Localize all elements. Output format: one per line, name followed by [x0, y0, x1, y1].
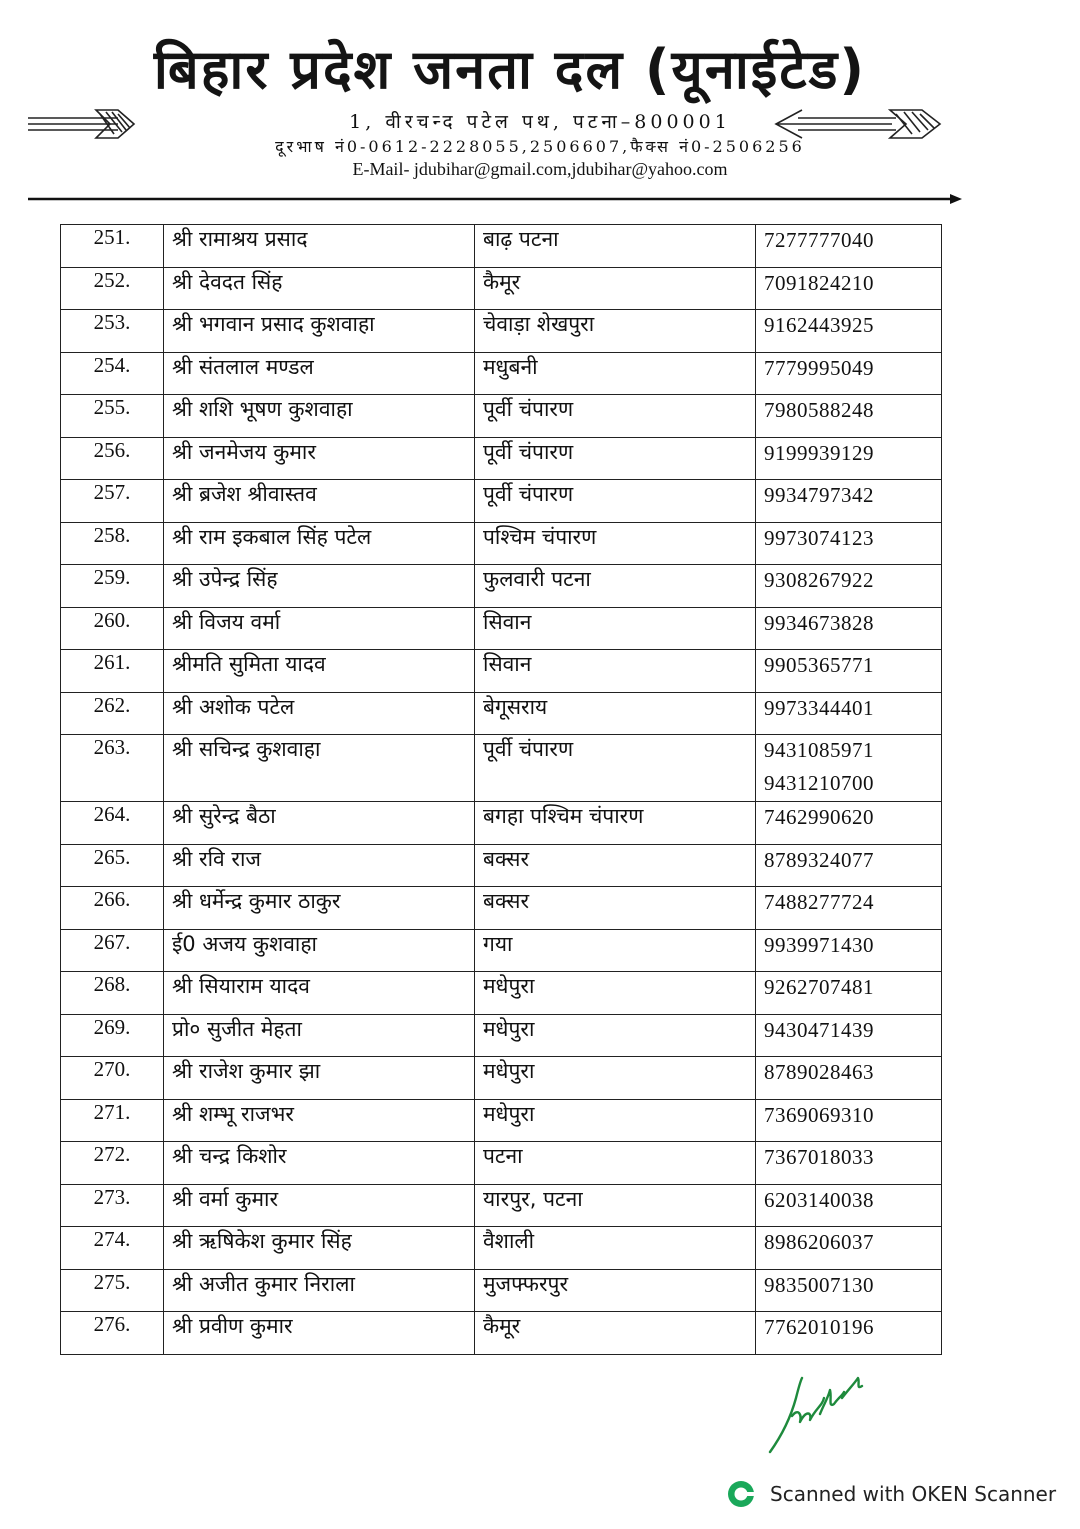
- member-name-cell: श्री विजय वर्मा: [164, 607, 475, 650]
- member-name-cell: श्री रामाश्रय प्रसाद: [164, 225, 475, 268]
- member-name-cell: श्री चन्द्र किशोर: [164, 1142, 475, 1185]
- mobile-number-cell: [756, 437, 942, 480]
- table-row: [61, 1227, 942, 1270]
- table-row: [61, 1142, 942, 1185]
- scanner-watermark: [726, 1478, 1056, 1510]
- mobile-number: 9431210700: [764, 771, 874, 795]
- serial-number-cell: 255.: [61, 395, 164, 438]
- mobile-number: 7367018033: [764, 1145, 874, 1169]
- mobile-number: 7091824210: [764, 270, 874, 295]
- serial-number-cell: 271.: [61, 1099, 164, 1142]
- serial-number-cell: 251.: [61, 225, 164, 268]
- member-name-cell: श्री सुरेन्द्र बैठा: [164, 802, 475, 845]
- table-row: [61, 1269, 942, 1312]
- table-row: [61, 887, 942, 930]
- member-name-cell: श्री जनमेजय कुमार: [164, 437, 475, 480]
- mobile-number-cell: [756, 395, 942, 438]
- serial-number-cell: 257.: [61, 480, 164, 523]
- table-row: [61, 352, 942, 395]
- serial-number-cell: 275.: [61, 1269, 164, 1312]
- table-row: [61, 1312, 942, 1355]
- member-name-cell: श्रीमति सुमिता यादव: [164, 650, 475, 693]
- member-name-cell: श्री अशोक पटेल: [164, 692, 475, 735]
- member-name-cell: श्री देवदत सिंह: [164, 267, 475, 310]
- table-row: [61, 267, 942, 310]
- serial-number-cell: 252.: [61, 267, 164, 310]
- mobile-number-cell: [756, 972, 942, 1015]
- serial-number-cell: 256.: [61, 437, 164, 480]
- mobile-number-cell: [756, 310, 942, 353]
- district-cell: पूर्वी चंपारण: [475, 395, 756, 438]
- table-row: [61, 1014, 942, 1057]
- member-name-cell: श्री प्रवीण कुमार: [164, 1312, 475, 1355]
- mobile-number: 9905365771: [764, 653, 874, 677]
- member-name-cell: श्री भगवान प्रसाद कुशवाहा: [164, 310, 475, 353]
- member-name-cell: श्री सियाराम यादव: [164, 972, 475, 1015]
- member-name-cell: श्री राजेश कुमार झा: [164, 1057, 475, 1100]
- table-row: [61, 844, 942, 887]
- district-cell: पूर्वी चंपारण: [475, 735, 756, 802]
- mobile-number-cell: [756, 802, 942, 845]
- mobile-number-cell: [756, 225, 942, 268]
- mobile-number: 9308267922: [764, 568, 874, 592]
- table-row: [61, 310, 942, 353]
- mobile-number: 7488277724: [764, 890, 874, 914]
- mobile-number-cell: [756, 267, 942, 310]
- handwritten-signature: [762, 1368, 872, 1458]
- serial-number-cell: 258.: [61, 522, 164, 565]
- serial-number-cell: 273.: [61, 1184, 164, 1227]
- serial-number-cell: 274.: [61, 1227, 164, 1270]
- serial-number-cell: 261.: [61, 650, 164, 693]
- table-row: [61, 607, 942, 650]
- district-cell: पूर्वी चंपारण: [475, 437, 756, 480]
- member-name-cell: श्री संतलाल मण्डल: [164, 352, 475, 395]
- district-cell: मधेपुरा: [475, 972, 756, 1015]
- serial-number-cell: 260.: [61, 607, 164, 650]
- member-name-cell: श्री शशि भूषण कुशवाहा: [164, 395, 475, 438]
- district-cell: वैशाली: [475, 1227, 756, 1270]
- member-name-cell: श्री धर्मेन्द्र कुमार ठाकुर: [164, 887, 475, 930]
- mobile-number-cell: [756, 844, 942, 887]
- mobile-number-cell: [756, 1184, 942, 1227]
- mobile-number: 8986206037: [764, 1230, 874, 1254]
- district-cell: कैमूर: [475, 267, 756, 310]
- mobile-number: 9430471439: [764, 1017, 874, 1042]
- district-cell: पटना: [475, 1142, 756, 1185]
- serial-number-cell: 272.: [61, 1142, 164, 1185]
- table-row: [61, 522, 942, 565]
- serial-number-cell: 270.: [61, 1057, 164, 1100]
- member-list-table: [60, 224, 942, 1355]
- mobile-number: 9162443925: [764, 313, 874, 337]
- serial-number-cell: 253.: [61, 310, 164, 353]
- district-cell: सिवान: [475, 607, 756, 650]
- table-row: [61, 1184, 942, 1227]
- district-cell: यारपुर, पटना: [475, 1184, 756, 1227]
- mobile-number: 7980588248: [764, 398, 874, 422]
- mobile-number: 9262707481: [764, 975, 874, 999]
- mobile-number: 7762010196: [764, 1315, 874, 1339]
- table-row: [61, 1099, 942, 1142]
- district-cell: मधेपुरा: [475, 1099, 756, 1142]
- mobile-number-cell: [756, 1269, 942, 1312]
- table-row: [61, 972, 942, 1015]
- mobile-number: 9973344401: [764, 695, 874, 720]
- mobile-number-cell: [756, 735, 942, 802]
- member-name-cell: श्री शम्भू राजभर: [164, 1099, 475, 1142]
- phone-fax-line: दूरभाष नं0-0612-2228055,2506607,फैक्स नं0-2506256: [275, 137, 805, 156]
- district-cell: मुजफ्फरपुर: [475, 1269, 756, 1312]
- mobile-number-cell: [756, 929, 942, 972]
- serial-number-cell: 262.: [61, 692, 164, 735]
- district-cell: चेवाड़ा शेखपुरा: [475, 310, 756, 353]
- mobile-number-cell: [756, 565, 942, 608]
- district-cell: गया: [475, 929, 756, 972]
- mobile-number-cell: [756, 1057, 942, 1100]
- member-name-cell: श्री राम इकबाल सिंह पटेल: [164, 522, 475, 565]
- district-cell: कैमूर: [475, 1312, 756, 1355]
- serial-number-cell: 266.: [61, 887, 164, 930]
- serial-number-cell: 259.: [61, 565, 164, 608]
- mobile-number: 9934797342: [764, 483, 874, 507]
- district-cell: बगहा पश्चिम चंपारण: [475, 802, 756, 845]
- mobile-number-cell: [756, 1312, 942, 1355]
- mobile-number-cell: [756, 692, 942, 735]
- serial-number-cell: 269.: [61, 1014, 164, 1057]
- district-cell: पूर्वी चंपारण: [475, 480, 756, 523]
- mobile-number: 8789324077: [764, 847, 874, 872]
- serial-number-cell: 254.: [61, 352, 164, 395]
- serial-number-cell: 268.: [61, 972, 164, 1015]
- district-cell: बक्सर: [475, 844, 756, 887]
- mobile-number: 8789028463: [764, 1060, 874, 1084]
- member-name-cell: श्री वर्मा कुमार: [164, 1184, 475, 1227]
- mobile-number-cell: [756, 650, 942, 693]
- mobile-number: 6203140038: [764, 1187, 874, 1212]
- member-name-cell: प्रो० सुजीत मेहता: [164, 1014, 475, 1057]
- table-row: [61, 692, 942, 735]
- member-name-cell: श्री ऋषिकेश कुमार सिंह: [164, 1227, 475, 1270]
- address: 1, वीरचन्द पटेल पथ, पटना–800001: [349, 111, 731, 133]
- letterhead: [0, 0, 1080, 215]
- table-row: [61, 929, 942, 972]
- serial-number-cell: 264.: [61, 802, 164, 845]
- table-row: [61, 650, 942, 693]
- member-name-cell: श्री रवि राज: [164, 844, 475, 887]
- table-row: [61, 437, 942, 480]
- table-row: [61, 565, 942, 608]
- mobile-number-cell: [756, 1142, 942, 1185]
- mobile-number: 9431085971: [764, 738, 874, 762]
- email-line: E-Mail- jdubihar@gmail.com,jdubihar@yahoo.com: [352, 159, 728, 179]
- mobile-number-cell: [756, 522, 942, 565]
- district-cell: बक्सर: [475, 887, 756, 930]
- mobile-number-cell: [756, 607, 942, 650]
- mobile-number: 9973074123: [764, 525, 874, 550]
- member-name-cell: श्री अजीत कुमार निराला: [164, 1269, 475, 1312]
- mobile-number: 7462990620: [764, 805, 874, 829]
- mobile-number: 9939971430: [764, 932, 874, 957]
- party-name: बिहार प्रदेश जनता दल (यूनाईटेड): [153, 38, 867, 101]
- mobile-number-cell: [756, 1014, 942, 1057]
- mobile-number: 7779995049: [764, 355, 874, 380]
- district-cell: मधेपुरा: [475, 1057, 756, 1100]
- table-row: [61, 1057, 942, 1100]
- oken-scanner-logo-icon: [726, 1479, 756, 1509]
- mobile-number-cell: [756, 480, 942, 523]
- serial-number-cell: 276.: [61, 1312, 164, 1355]
- district-cell: मधुबनी: [475, 352, 756, 395]
- table-row: [61, 480, 942, 523]
- mobile-number: 9934673828: [764, 610, 874, 635]
- district-cell: सिवान: [475, 650, 756, 693]
- table-row: [61, 395, 942, 438]
- serial-number-cell: 267.: [61, 929, 164, 972]
- table-row: [61, 802, 942, 845]
- mobile-number: 7369069310: [764, 1102, 874, 1127]
- mobile-number-cell: [756, 1227, 942, 1270]
- member-name-cell: श्री ब्रजेश श्रीवास्तव: [164, 480, 475, 523]
- table-row: [61, 735, 942, 802]
- mobile-number: 7277777040: [764, 228, 874, 252]
- district-cell: पश्चिम चंपारण: [475, 522, 756, 565]
- district-cell: बेगूसराय: [475, 692, 756, 735]
- member-name-cell: श्री सचिन्द्र कुशवाहा: [164, 735, 475, 802]
- header-divider-arrow: [28, 192, 968, 206]
- district-cell: फुलवारी पटना: [475, 565, 756, 608]
- table-row: [61, 225, 942, 268]
- member-name-cell: श्री उपेन्द्र सिंह: [164, 565, 475, 608]
- member-name-cell: ई0 अजय कुशवाहा: [164, 929, 475, 972]
- mobile-number: 9199939129: [764, 440, 874, 465]
- serial-number-cell: 265.: [61, 844, 164, 887]
- mobile-number: 9835007130: [764, 1272, 874, 1297]
- district-cell: बाढ़ पटना: [475, 225, 756, 268]
- district-cell: मधेपुरा: [475, 1014, 756, 1057]
- mobile-number-cell: [756, 352, 942, 395]
- scanner-text: Scanned with OKEN Scanner: [770, 1482, 1057, 1506]
- mobile-number-cell: [756, 887, 942, 930]
- mobile-number-cell: [756, 1099, 942, 1142]
- serial-number-cell: 263.: [61, 735, 164, 802]
